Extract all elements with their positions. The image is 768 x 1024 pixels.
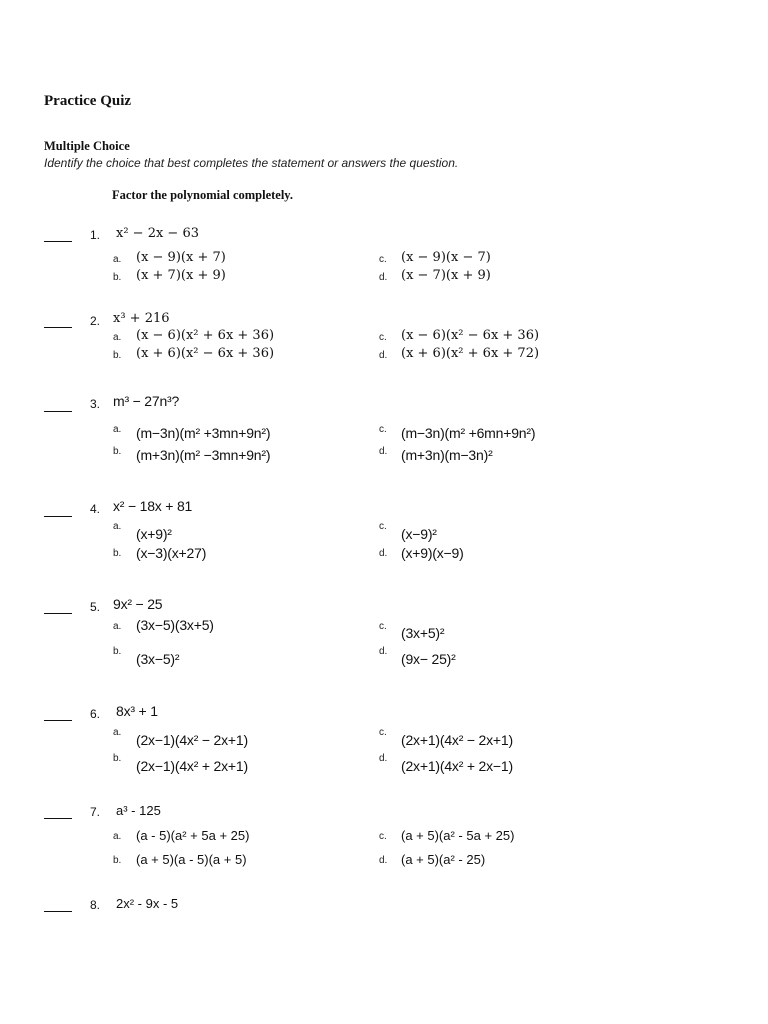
choice-label: b.: [113, 446, 122, 457]
choice-text[interactable]: (3x−5)(3x+5): [136, 617, 214, 633]
question-number: 7.: [90, 805, 101, 819]
choice-text[interactable]: (a + 5)(a - 5)(a + 5): [136, 852, 247, 867]
answer-blank[interactable]: [44, 613, 72, 614]
instruction: Factor the polynomial completely.: [112, 188, 293, 202]
question-prompt: 8x³ + 1: [116, 703, 158, 719]
question-number: 2.: [90, 314, 101, 328]
choice-label: b.: [113, 548, 122, 559]
choice-text[interactable]: (x − 6)(x² − 6x + 36): [401, 328, 540, 343]
choice-text[interactable]: (x + 7)(x + 9): [136, 268, 226, 283]
question-prompt: x³ + 216: [113, 311, 170, 326]
question-prompt: m³ − 27n³?: [113, 393, 180, 409]
question-number: 5.: [90, 600, 101, 614]
choice-label: b.: [113, 350, 122, 361]
page-title: Practice Quiz: [44, 93, 132, 109]
question-number: 6.: [90, 707, 101, 721]
choice-label: b.: [113, 753, 122, 764]
choice-label: a.: [113, 332, 122, 343]
answer-blank[interactable]: [44, 818, 72, 819]
question-number: 1.: [90, 228, 101, 242]
question-prompt: x² − 18x + 81: [113, 498, 193, 514]
choice-text[interactable]: (2x−1)(4x² + 2x+1): [136, 758, 248, 774]
choice-text[interactable]: (x + 6)(x² − 6x + 36): [136, 346, 275, 361]
answer-blank[interactable]: [44, 720, 72, 721]
section-title: Multiple Choice: [44, 139, 130, 153]
choice-label: a.: [113, 727, 122, 738]
choice-text[interactable]: (3x+5)²: [401, 625, 445, 641]
question-prompt: a³ - 125: [116, 803, 161, 818]
choice-text[interactable]: (m+3n)(m² −3mn+9n²): [136, 447, 271, 463]
choice-label: d.: [379, 646, 388, 657]
choice-text[interactable]: (x+9)²: [136, 526, 172, 542]
question-prompt: 9x² − 25: [113, 596, 163, 612]
question-prompt: x² − 2x − 63: [116, 226, 200, 241]
choice-label: a.: [113, 831, 122, 842]
choice-label: c.: [379, 727, 387, 738]
choice-label: c.: [379, 424, 387, 435]
choice-text[interactable]: (x + 6)(x² + 6x + 72): [401, 346, 540, 361]
question-prompt: 2x² - 9x - 5: [116, 896, 179, 911]
choice-label: c.: [379, 621, 387, 632]
choice-text[interactable]: (m−3n)(m² +6mn+9n²): [401, 425, 536, 441]
choice-label: a.: [113, 254, 122, 265]
answer-blank[interactable]: [44, 241, 72, 242]
choice-text[interactable]: (2x−1)(4x² − 2x+1): [136, 732, 248, 748]
answer-blank[interactable]: [44, 911, 72, 912]
choice-label: d.: [379, 446, 388, 457]
choice-text[interactable]: (x − 6)(x² + 6x + 36): [136, 328, 275, 343]
choice-label: d.: [379, 272, 388, 283]
choice-label: b.: [113, 272, 122, 283]
choice-text[interactable]: (a - 5)(a² + 5a + 25): [136, 828, 250, 843]
section-description: Identify the choice that best completes the statement or answers the question.: [44, 156, 459, 170]
answer-blank[interactable]: [44, 411, 72, 412]
choice-label: c.: [379, 254, 387, 265]
choice-text[interactable]: (x − 9)(x − 7): [401, 250, 491, 265]
choice-text[interactable]: (a + 5)(a² - 25): [401, 852, 486, 867]
choice-label: c.: [379, 831, 387, 842]
choice-label: d.: [379, 855, 388, 866]
choice-text[interactable]: (x−9)²: [401, 526, 437, 542]
answer-blank[interactable]: [44, 327, 72, 328]
choice-text[interactable]: (2x+1)(4x² − 2x+1): [401, 732, 513, 748]
choice-text[interactable]: (x−3)(x+27): [136, 545, 207, 561]
choice-text[interactable]: (x − 9)(x + 7): [136, 250, 226, 265]
choice-label: a.: [113, 621, 122, 632]
choice-text[interactable]: (m+3n)(m−3n)²: [401, 447, 493, 463]
choice-text[interactable]: (9x− 25)²: [401, 651, 456, 667]
choice-label: a.: [113, 424, 122, 435]
choice-text[interactable]: (3x−5)²: [136, 651, 180, 667]
choice-label: c.: [379, 521, 387, 532]
choice-label: b.: [113, 646, 122, 657]
question-number: 4.: [90, 502, 101, 516]
choice-label: d.: [379, 753, 388, 764]
choice-label: a.: [113, 521, 122, 532]
choice-text[interactable]: (2x+1)(4x² + 2x−1): [401, 758, 513, 774]
choice-label: c.: [379, 332, 387, 343]
choice-text[interactable]: (x+9)(x−9): [401, 545, 464, 561]
choice-label: d.: [379, 350, 388, 361]
choice-text[interactable]: (a + 5)(a² - 5a + 25): [401, 828, 515, 843]
choice-label: d.: [379, 548, 388, 559]
question-number: 3.: [90, 397, 101, 411]
answer-blank[interactable]: [44, 516, 72, 517]
choice-label: b.: [113, 855, 122, 866]
question-number: 8.: [90, 898, 101, 912]
choice-text[interactable]: (x − 7)(x + 9): [401, 268, 491, 283]
choice-text[interactable]: (m−3n)(m² +3mn+9n²): [136, 425, 271, 441]
